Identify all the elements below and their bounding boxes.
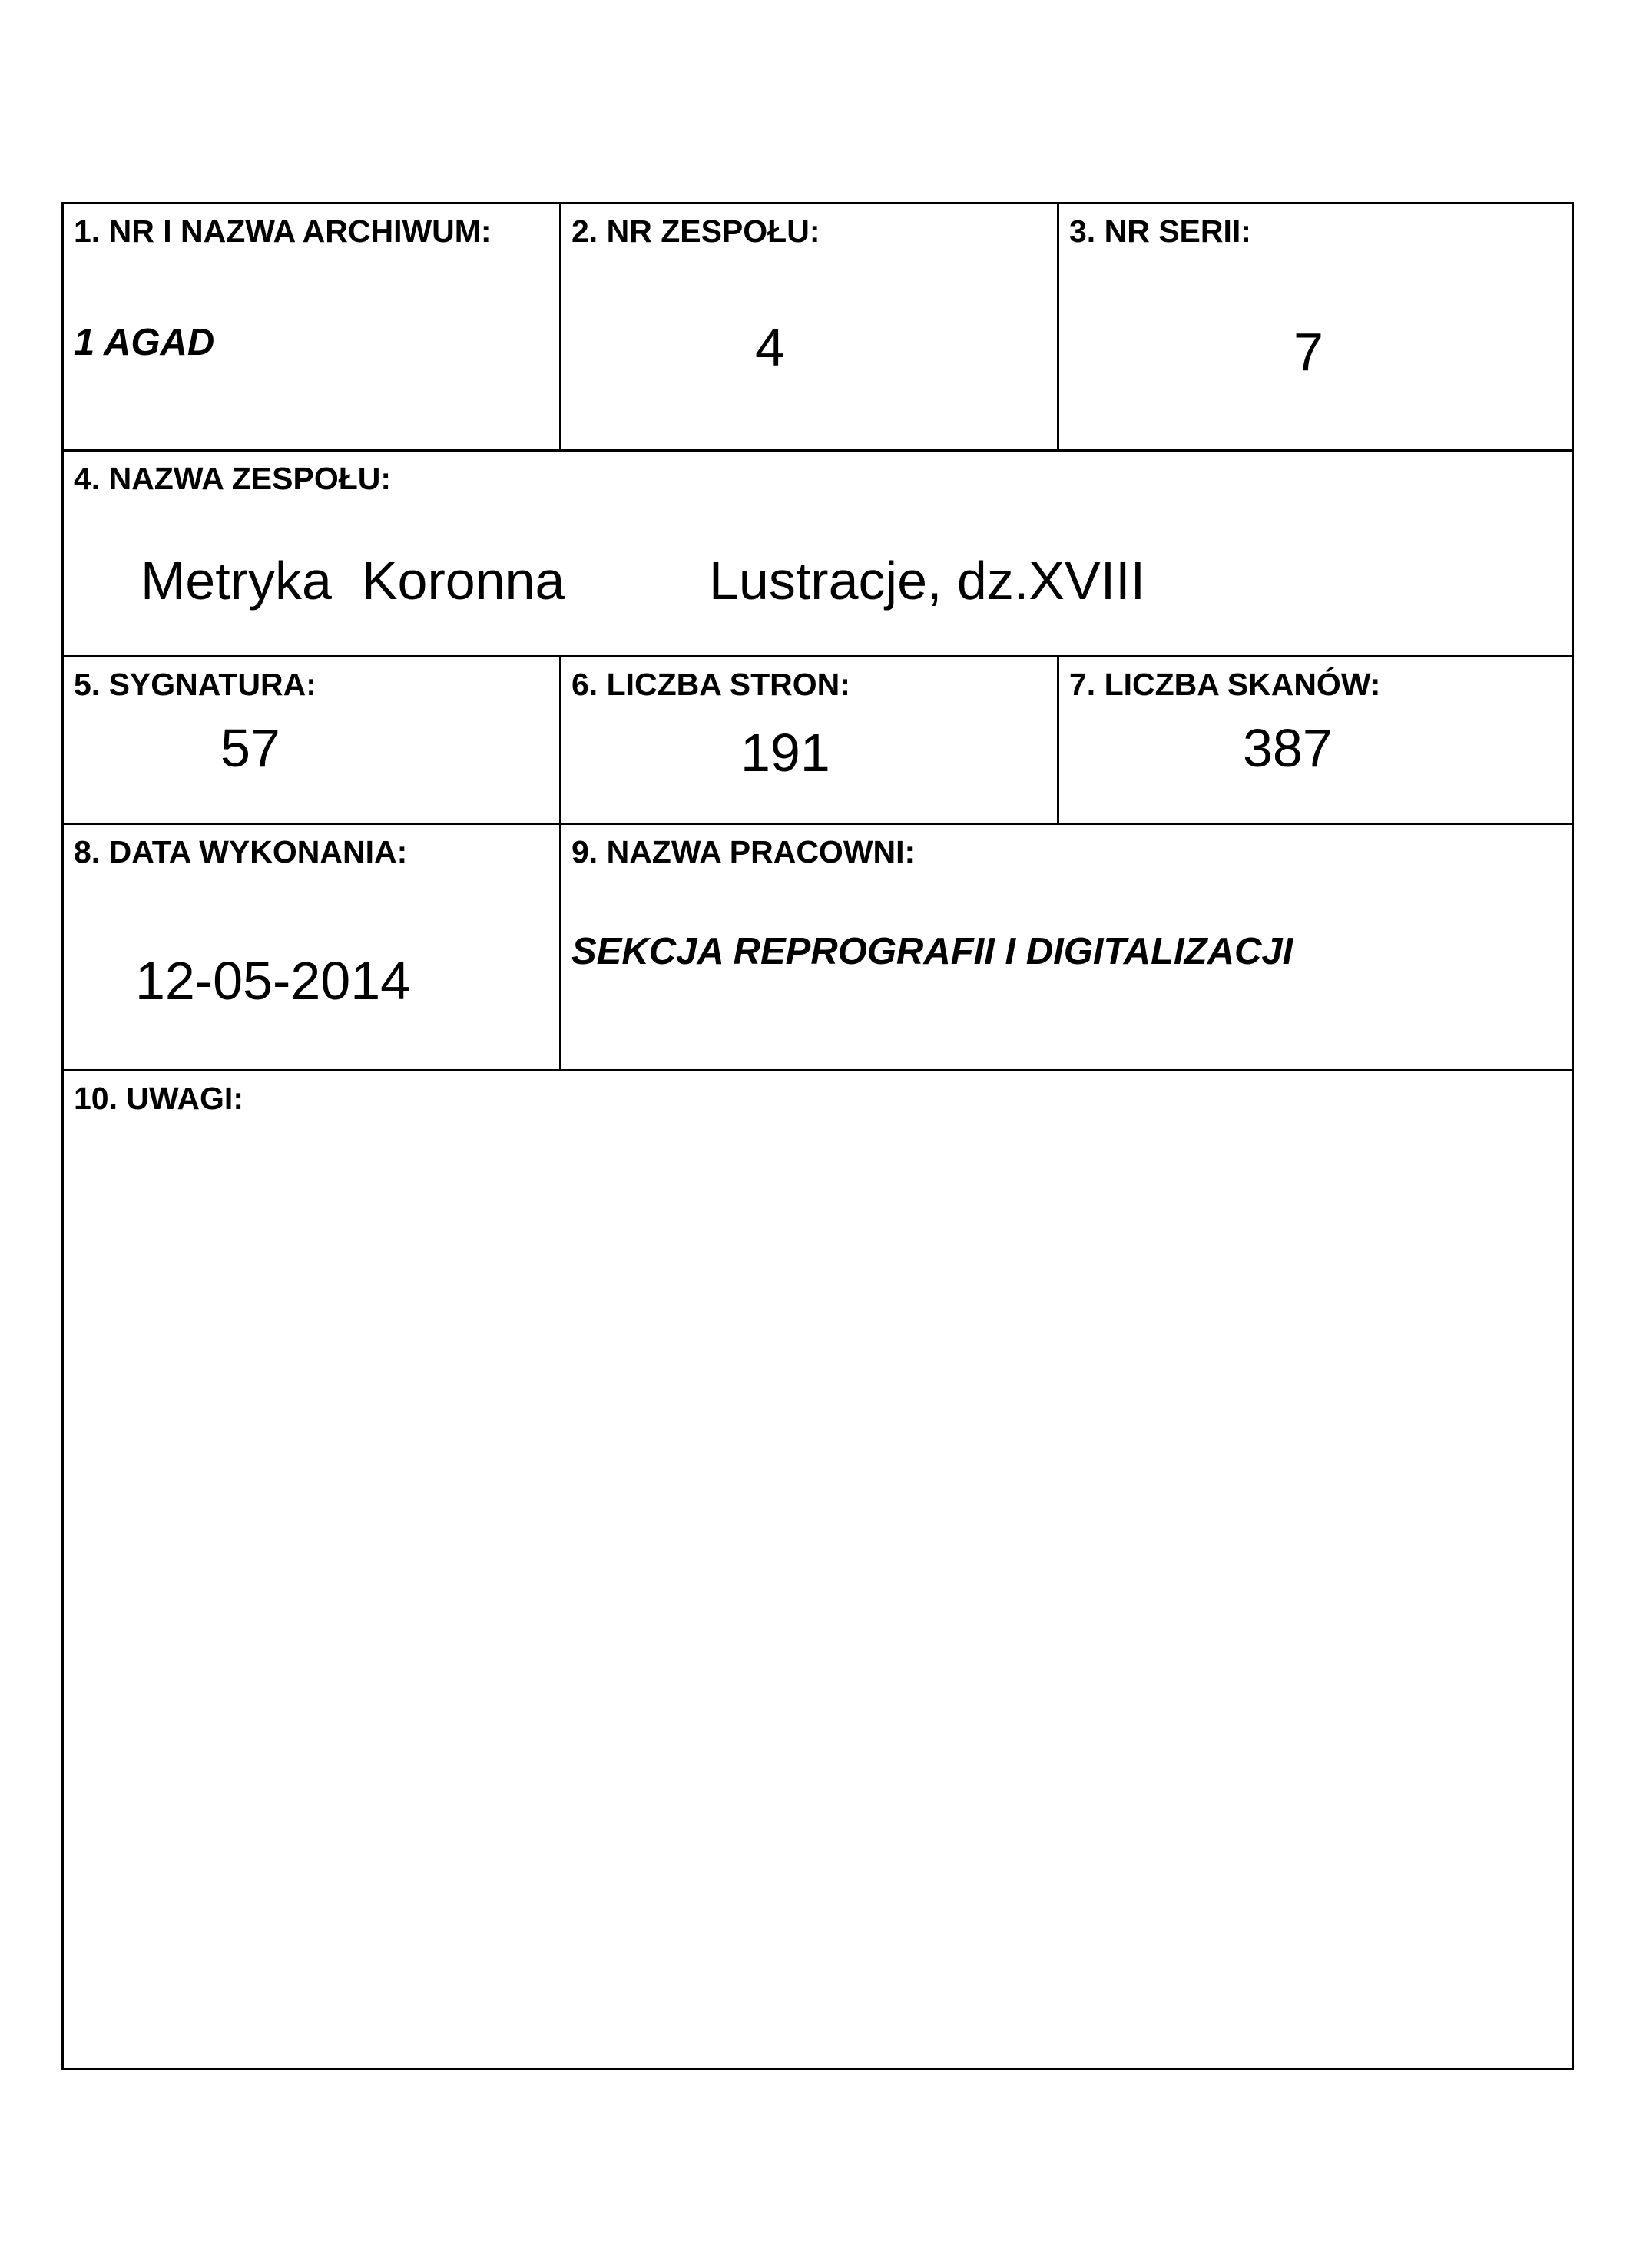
signature-label: 5. SYGNATURA:	[74, 667, 316, 702]
archive-label: 1. NR I NAZWA ARCHIWUM:	[74, 214, 492, 249]
fonds-name-subtitle: Lustracje, dz.XVIII	[709, 551, 1146, 611]
scan-count-cell	[1059, 657, 1572, 825]
signature-cell	[64, 657, 561, 825]
scan-count-value: 387	[1243, 718, 1333, 778]
fonds-name-label: 4. NAZWA ZESPOŁU:	[74, 461, 392, 496]
scan-count-label: 7. LICZBA SKANÓW:	[1069, 667, 1381, 702]
scan-metadata-form	[61, 202, 1574, 2070]
workshop-value: SEKCJA REPROGRAFII I DIGITALIZACJI	[571, 931, 1293, 972]
notes-cell	[64, 1071, 1572, 2068]
fonds-name-cell	[64, 452, 1572, 657]
date-value: 12-05-2014	[135, 951, 411, 1011]
page-count-cell	[561, 657, 1059, 825]
series-number-label: 3. NR SERII:	[1069, 214, 1251, 249]
archive-cell	[64, 204, 561, 452]
fonds-number-value: 4	[755, 317, 785, 377]
series-number-cell	[1059, 204, 1572, 452]
fonds-name-value: Metryka Koronna	[141, 551, 565, 611]
signature-value: 57	[220, 718, 280, 778]
page-count-label: 6. LICZBA STRON:	[571, 667, 850, 702]
date-label: 8. DATA WYKONANIA:	[74, 834, 408, 869]
archive-value: 1 AGAD	[74, 322, 215, 363]
workshop-cell	[561, 825, 1572, 1071]
fonds-number-label: 2. NR ZESPOŁU:	[571, 214, 820, 249]
workshop-label: 9. NAZWA PRACOWNI:	[571, 834, 916, 869]
series-number-value: 7	[1293, 322, 1323, 382]
fonds-number-cell	[561, 204, 1059, 452]
date-cell	[64, 825, 561, 1071]
notes-label: 10. UWAGI:	[74, 1081, 243, 1116]
page-count-value: 191	[740, 723, 830, 783]
